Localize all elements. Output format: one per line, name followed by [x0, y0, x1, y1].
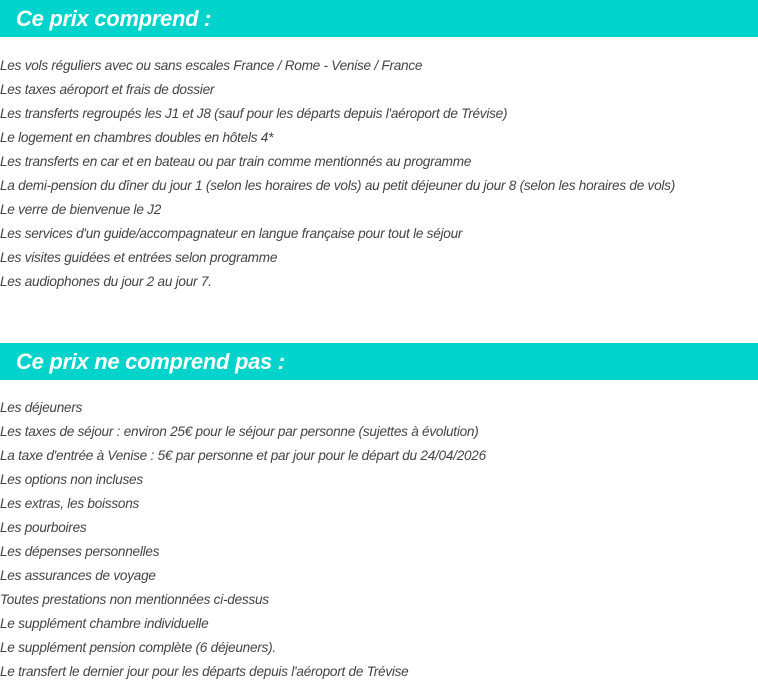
excluded-title: Ce prix ne comprend pas :: [16, 349, 285, 374]
list-item: Les extras, les boissons: [0, 496, 140, 511]
list-item: Le verre de bienvenue le J2: [0, 202, 162, 217]
list-item: Les vols réguliers avec ou sans escales France / Rome - Venise / France: [0, 58, 423, 73]
list-item: Les visites guidées et entrées selon programme: [0, 250, 278, 265]
list-item: Les services d'un guide/accompagnateur en langue française pour tout le séjour: [0, 226, 463, 241]
included-list: [0, 54, 675, 294]
list-item: Les taxes aéroport et frais de dossier: [0, 82, 215, 97]
excluded-list: [0, 396, 486, 684]
list-item: La demi-pension du dîner du jour 1 (selon les horaires de vols) au petit déjeuner du jour 8 (selon les horaires de vols): [0, 178, 676, 193]
list-item: Les déjeuners: [0, 400, 83, 415]
list-item: Le supplément pension complète (6 déjeuners).: [0, 640, 276, 655]
excluded-header: [0, 343, 758, 380]
included-title: Ce prix comprend :: [16, 6, 212, 31]
list-item: Les options non incluses: [0, 472, 143, 487]
included-header: [0, 0, 758, 37]
list-item: Les taxes de séjour : environ 25€ pour le séjour par personne (sujettes à évolution): [0, 424, 479, 439]
list-item: Les transferts en car et en bateau ou par train comme mentionnés au programme: [0, 154, 472, 169]
list-item: Les assurances de voyage: [0, 568, 156, 583]
list-item: La taxe d'entrée à Venise : 5€ par personne et par jour pour le départ du 24/04/2026: [0, 448, 486, 463]
list-item: Le supplément chambre individuelle: [0, 616, 209, 631]
list-item: Les audiophones du jour 2 au jour 7.: [0, 274, 212, 289]
list-item: Les dépenses personnelles: [0, 544, 160, 559]
list-item: Les transferts regroupés les J1 et J8 (sauf pour les départs depuis l'aéroport de Trévise): [0, 106, 508, 121]
list-item: Le logement en chambres doubles en hôtels 4*: [0, 130, 274, 145]
list-item: Toutes prestations non mentionnées ci-dessus: [0, 592, 269, 607]
list-item: Le transfert le dernier jour pour les départs depuis l'aéroport de Trévise: [0, 664, 409, 679]
list-item: Les pourboires: [0, 520, 87, 535]
